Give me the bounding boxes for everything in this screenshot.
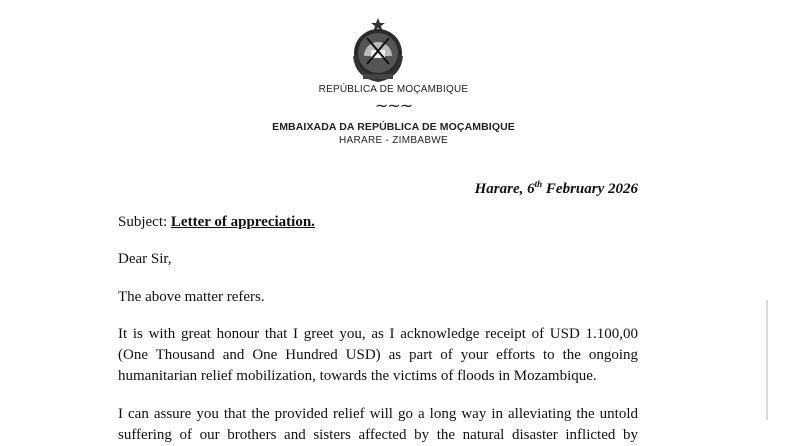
- paragraph-acknowledgement: [118, 324, 638, 387]
- salutation: Dear Sir,: [118, 251, 172, 267]
- reference-sentence: The above matter refers.: [118, 289, 265, 305]
- paragraph-line: (One Thousand and One Hundred USD) as part of your efforts to the ongoing: [118, 347, 638, 363]
- paragraph-line: suffering of our brothers and sisters affected by the natural disaster inflicted by: [118, 427, 638, 443]
- letterhead-divider: ~~~: [374, 96, 413, 115]
- coat-of-arms-icon: [349, 16, 407, 82]
- subject-line: [118, 214, 315, 231]
- paragraph-line: humanitarian relief mobilization, towards the victims of floods in Mozambique.: [118, 368, 597, 384]
- page-edge-shadow: [766, 300, 768, 420]
- paragraph-assurance: [118, 404, 638, 446]
- subject-value: Letter of appreciation.: [170, 214, 315, 230]
- letter-date: Harare, 6th February 2026: [474, 179, 638, 197]
- embassy-name: EMBAIXADA DA REPÚBLICA DE MOÇAMBIQUE: [272, 121, 515, 133]
- embassy-location: HARARE - ZIMBABWE: [339, 135, 448, 146]
- country-name: REPÚBLICA DE MOÇAMBIQUE: [318, 84, 469, 95]
- subject-label: Subject:: [118, 214, 171, 230]
- paragraph-line: It is with great honour that I greet you, as I acknowledge receipt of USD 1.100,00: [118, 326, 638, 342]
- paragraph-line: I can assure you that the provided relief will go a long way in alleviating the untold: [118, 406, 638, 422]
